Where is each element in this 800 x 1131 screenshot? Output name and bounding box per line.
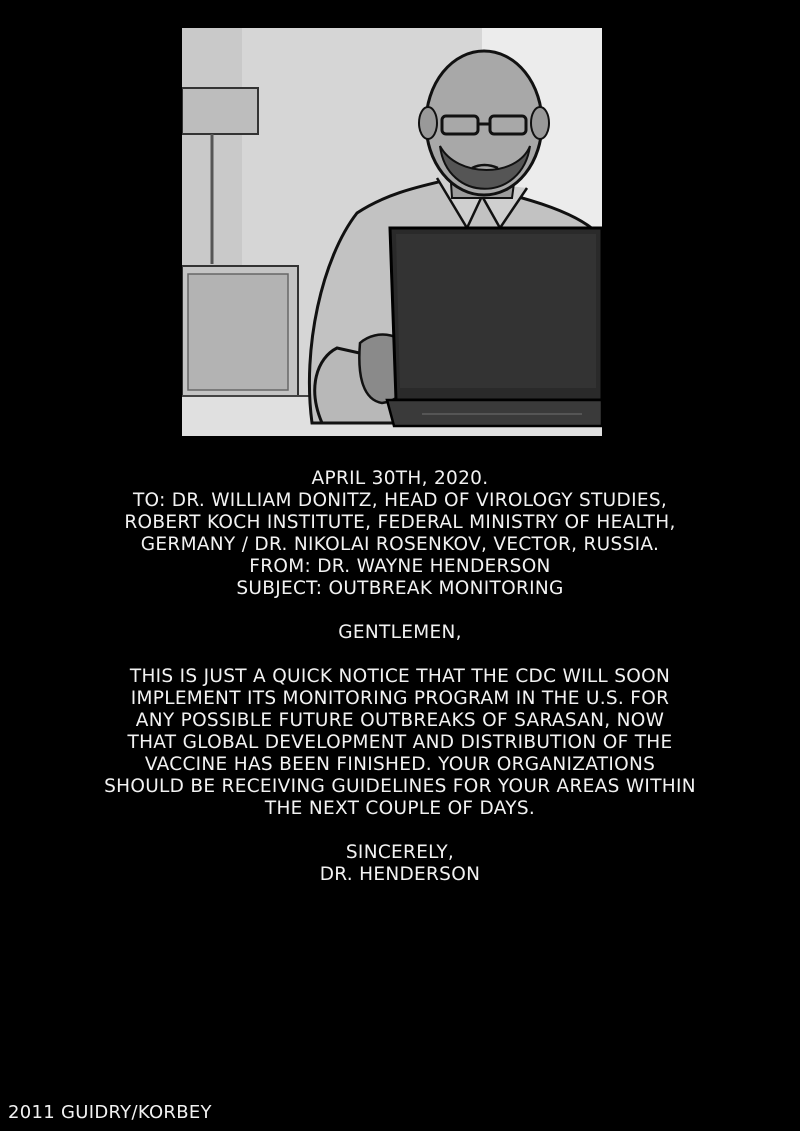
letter-from: FROM: DR. WAYNE HENDERSON <box>249 556 551 577</box>
letter-body-line: IMPLEMENT ITS MONITORING PROGRAM IN THE U.S. FOR <box>130 688 670 709</box>
letter-salutation: GENTLEMEN, <box>338 622 462 643</box>
man-at-laptop-illustration <box>182 28 602 436</box>
letter-date: APRIL 30TH, 2020. <box>311 468 489 489</box>
letter-body-line: THAT GLOBAL DEVELOPMENT AND DISTRIBUTION OF THE <box>127 732 673 753</box>
letter-to-line-2: ROBERT KOCH INSTITUTE, FEDERAL MINISTRY OF HEALTH, <box>124 512 676 533</box>
letter-body-line: THIS IS JUST A QUICK NOTICE THAT THE CDC WILL SOON <box>129 666 671 687</box>
letter-signature: DR. HENDERSON <box>319 864 481 885</box>
comic-panel <box>182 28 602 436</box>
letter-closing: SINCERELY, <box>345 842 455 863</box>
letter-to-line-1: TO: DR. WILLIAM DONITZ, HEAD OF VIROLOGY STUDIES, <box>132 490 668 511</box>
letter-body-line: THE NEXT COUPLE OF DAYS. <box>264 798 536 819</box>
copyright-credit: 2011 GUIDRY/KORBEY <box>8 1102 212 1123</box>
letter-subject: SUBJECT: OUTBREAK MONITORING <box>236 578 564 599</box>
letter-to-line-3: GERMANY / DR. NIKOLAI ROSENKOV, VECTOR, RUSSIA. <box>140 534 660 555</box>
letter-body-line: SHOULD BE RECEIVING GUIDELINES FOR YOUR AREAS WITHIN <box>104 776 696 797</box>
letter-body-line: ANY POSSIBLE FUTURE OUTBREAKS OF SARASAN, NOW <box>135 710 665 731</box>
letter-text <box>20 468 780 886</box>
letter-body-line: VACCINE HAS BEEN FINISHED. YOUR ORGANIZATIONS <box>144 754 656 775</box>
